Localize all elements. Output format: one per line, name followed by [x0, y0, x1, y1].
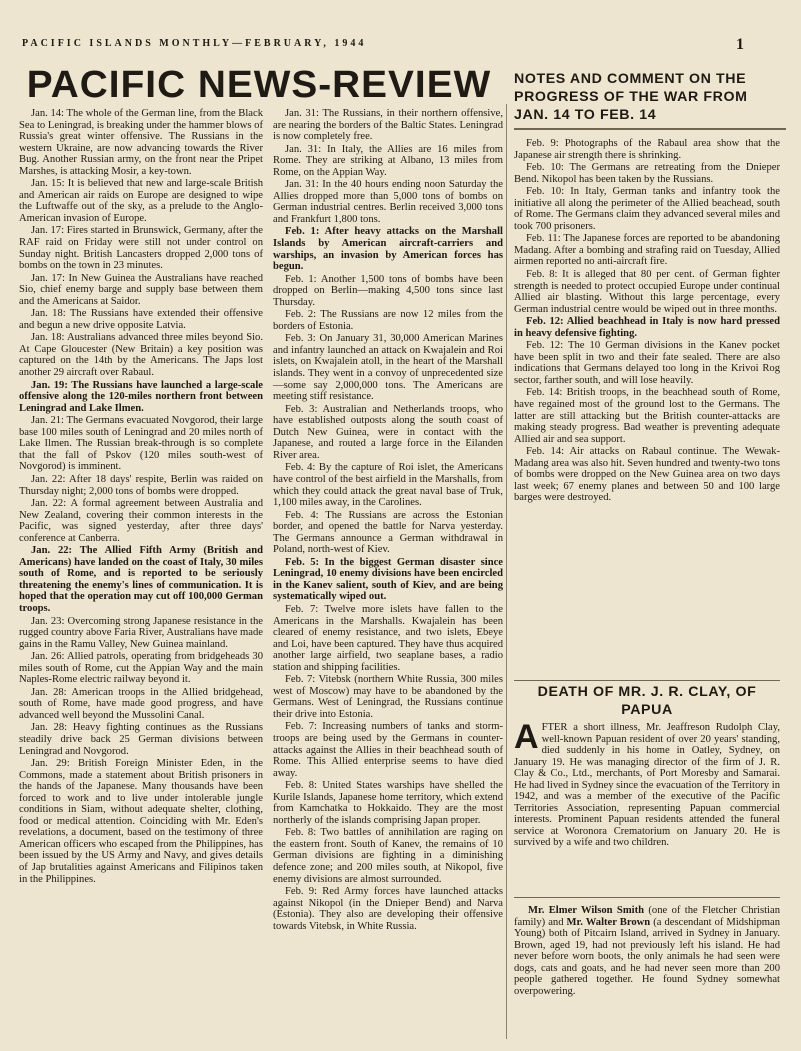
- news-item: Jan. 26: Allied patrols, operating from bridgeheads 30 miles south of Rome, cut the Appian Way and the main Naples-Rome electric railway beyond it.: [19, 651, 263, 686]
- news-item: Feb. 7: Twelve more islets have fallen to the Americans in the Marshalls. Kwajalein has been cleared of enemy resistance, and two islets, Ebeye and Loi, have been captured. They have thus acquired another large airfield, two seaplane bases, a radio station and shipping facilities.: [273, 603, 503, 673]
- news-item: Jan. 14: The whole of the German line, from the Black Sea to Leningrad, is breaking under the hammer blows of Russia's great winter offensive. The Russians in the western Ukraine, are now advancing towards the River Bug. Another Russian army, on the front near the Pripet Marshes, is attacking Mosir, a key-town.: [19, 108, 263, 177]
- obituary-rule-bottom: [514, 897, 780, 898]
- news-item: Jan. 18: The Russians have extended their offensive and begun a new drive opposite Latvia.: [19, 308, 263, 331]
- news-item: Feb. 8: Two battles of annihilation are raging on the eastern front. South of Kanev, the remains of 10 German divisions are fighting in a diminishing defence zone; and 200 miles south, at Nikopol, five enemy divisions are almost surrounded.: [273, 827, 503, 885]
- obituary-heading: DEATH OF MR. J. R. CLAY, OF PAPUA: [537, 684, 757, 718]
- news-item: Jan. 31: In the 40 hours ending noon Saturday the Allies dropped more than 5,000 tons of bombs on German industrial centres. Berlin received 3,000 tons and Frankfurt 1,800 tons.: [273, 179, 503, 225]
- running-head: PACIFIC ISLANDS MONTHLY—FEBRUARY, 1944: [22, 38, 367, 49]
- brief-name-1: Mr. Elmer Wilson Smith: [528, 905, 645, 916]
- obituary-body: [514, 718, 780, 849]
- brief-text-1: (one of the Fletcher Christian family) and: [514, 905, 780, 928]
- news-item: Feb. 3: On January 31, 30,000 American Marines and infantry launched an attack on Kwajalein and Roi islets, on Kwajalein atoll, in the heart of the Marshall islands. They went in a convoy of unprecedented size—some say 2,000,000 tons. The Americans are meeting stiff resistance.: [273, 333, 503, 403]
- news-item: Feb. 12: The 10 German divisions in the Kanev pocket have been split in two and their fate sealed. There are also indications that Germans delayed too long in the Krivoi Rog sector, farther south, and will lose heavily.: [514, 340, 780, 386]
- pitcairn-brief: [514, 905, 780, 997]
- news-item: Feb. 12: Allied beachhead in Italy is now hard pressed in heavy defensive fighting.: [514, 316, 780, 339]
- news-item: Jan. 23: Overcoming strong Japanese resistance in the rugged country above Faria River, Australians have made gains in the Ramu Valley, New Guinea mainland.: [19, 615, 263, 650]
- brief-name-2: Mr. Walter Brown: [566, 916, 651, 928]
- obituary-rule-top: [514, 680, 780, 681]
- news-item: Jan. 19: The Russians have launched a large-scale offensive along the 120-miles northern front between Leningrad and Lake Ilmen.: [19, 379, 263, 414]
- news-item: Feb. 1: Another 1,500 tons of bombs have been dropped on Berlin—making 4,500 tons since last Thursday.: [273, 273, 503, 308]
- news-item: Jan. 22: The Allied Fifth Army (British and Americans) have landed on the coast of Italy, 30 miles south of Rome, and is reported to be seriously threatening the enemy's lines of communication. It is hoped that the operation may cut off 100,000 German troops.: [19, 545, 263, 614]
- news-item: Jan. 15: It is believed that new and large-scale British and American air raids on Europe are designed to wipe the Luftwaffe out of the sky, as a prelude to the Anglo-American invasion of Europe.: [19, 178, 263, 224]
- news-item: Feb. 7: Vitebsk (northern White Russia, 300 miles west of Moscow) may have to be abandoned by the Germans. West of Leningrad, the Russians continue their drive into Estonia.: [273, 674, 503, 720]
- news-item: Feb. 11: The Japanese forces are reported to be abandoning Madang. After a bombing and strafing raid on Tuesday, Allied airmen reported no anti-aircraft fire.: [514, 233, 780, 268]
- news-item: Feb. 9: Photographs of the Rabaul area show that the Japanese air strength there is shrinking.: [514, 138, 780, 161]
- news-item: Jan. 29: British Foreign Minister Eden, in the Commons, made a statement about British prisoners in the hands of the Japanese. Many thousands have been forced to work and to live under intolerable jungle conditions in Siam, without adequate shelter, clothing, food or medical attention. Coinciding with Mr. Eden's revelations, a document, based on the testimony of three American officers who escaped from the Philippines, has been issued by the US Army and Navy, and gives details of Jap brutalities against Americans and Filipinos taken in the Philippines.: [19, 758, 263, 885]
- news-column-2: [273, 108, 503, 933]
- news-item: Jan. 28: Heavy fighting continues as the Russians steadily drive back 25 German divisions between Leningrad and Novgorod.: [19, 722, 263, 757]
- news-item: Feb. 2: The Russians are now 12 miles from the borders of Estonia.: [273, 309, 503, 332]
- page-number: 1: [736, 36, 744, 53]
- news-item: Jan. 21: The Germans evacuated Novgorod, their large base 100 miles south of Leningrad and 20 miles north of Lake Ilmen. The Russian break-through is so complete that the fall of Pskov (120 miles south-west of Novgorod) is imminent.: [19, 415, 263, 473]
- brief-text-2: (a descendant of Midshipman Young) both of Pitcairn Island, arrived in Sydney in January. Brown, aged 19, had not previously left his island. He had never before worn boots, the only animals he had seen were dogs, cats and goats, and he had never seen more than 200 people gathered together. He found Sydney somewhat overpowering.: [514, 916, 780, 997]
- drop-cap: A: [514, 718, 539, 756]
- news-item: Jan. 22: After 18 days' respite, Berlin was raided on Thursday night; 2,000 tons of bombs were dropped.: [19, 473, 263, 497]
- obituary-text: a short illness, Mr. Jeaffreson Rudolph Clay, well-known Papuan resident of over 20 years' standing, died suddenly in his home in Oatley, Sydney, on January 19. He was managing director of the firm of J. R. Clay & Co., Ltd., merchants, of Port Moresby and Samarai. He had lived in Sydney since the evacuation of the Territory in 1942, and was a member of the executive of the Pacific Territories Association, representing Papuan commercial interests. Prominent Papuan residents attended the funeral service at Woronora Crematorium on January 20. He is survived by a wife and two children.: [514, 722, 780, 849]
- news-item: Feb. 5: In the biggest German disaster since Leningrad, 10 enemy divisions have been encircled in the Kanev salient, south of Kiev, and are being systematically wiped out.: [273, 556, 503, 603]
- news-column-1: [19, 108, 263, 886]
- news-item: Feb. 8: It is alleged that 80 per cent. of German fighter strength is needed to protect occupied Europe under continual Allied air blasting. Without this large percentage, every German industrial centre would be wiped out in three months.: [514, 269, 780, 315]
- notes-title: NOTES AND COMMENT ON THE PROGRESS OF THE WAR FROM JAN. 14 TO FEB. 14: [514, 71, 748, 123]
- masthead-title: PACIFIC NEWS-REVIEW: [26, 64, 492, 106]
- news-item: Jan. 18: Australians advanced three miles beyond Sio. At Cape Gloucester (New Britain) a key position was captured on the 14th by the Americans. The Japs lost another 29 aircraft over Rabaul.: [19, 332, 263, 379]
- news-item: Feb. 4: By the capture of Roi islet, the Americans have control of the best airfield in the Marshalls, from which they could attack the great naval base of Truk, 1,100 miles away, in the Carolines.: [273, 462, 503, 509]
- section-rule: [514, 128, 786, 130]
- news-column-3: [514, 138, 780, 505]
- news-item: Feb. 7: Increasing numbers of tanks and storm-troops are being used by the Germans in counter-attacks against the Allies in their beachhead south of Rome. This Allied enterprise seems to have died away.: [273, 721, 503, 779]
- column-divider: [506, 104, 507, 1039]
- news-item: Feb. 10: In Italy, German tanks and infantry took the initiative all along the perimeter of the Allied beachead, south of Rome. The Germans claim they advanced several miles and took 700 prisoners.: [514, 186, 780, 232]
- news-item: Jan. 22: A formal agreement between Australia and New Zealand, covering their common interests in the Pacific, was signed yesterday, after three days' conference at Canberra.: [19, 498, 263, 544]
- news-item: Jan. 17: In New Guinea the Australians have reached Sio, chief enemy barge and supply base between them and the Americans at Saidor.: [19, 272, 263, 307]
- news-item: Feb. 1: After heavy attacks on the Marshall Islands by American aircraft-carriers and warships, an invasion by American forces has begun.: [273, 226, 503, 273]
- news-item: Feb. 10: The Germans are retreating from the Dnieper Bend. Nikopol has been taken by the Russians.: [514, 162, 780, 185]
- news-item: Feb. 14: Air attacks on Rabaul continue. The Wewak-Madang area was also hit. Seven hundred and twenty-two tons of bombs were dropped on the New Guinea area on two days last week; 67 enemy planes and between 50 and 100 large barges were destroyed.: [514, 446, 780, 504]
- news-item: Jan. 31: In Italy, the Allies are 16 miles from Rome. They are striking at Albano, 13 miles from Rome, on the Appian Way.: [273, 143, 503, 178]
- news-item: Feb. 3: Australian and Netherlands troops, who have established outposts along the south coast of Dutch New Guinea, were in contact with the Japanese, and routed a large force in the Eilanden River area.: [273, 403, 503, 461]
- obituary-lead: FTER: [541, 722, 568, 733]
- news-item: Jan. 17: Fires started in Brunswick, Germany, after the RAF raid on Friday were still not under control on Sunday night. British Lancasters dropped 2,000 tons of bombs on the town in 23 minutes.: [19, 225, 263, 272]
- news-item: Feb. 14: British troops, in the beachhead south of Rome, have regained most of the ground lost to the Germans. The latter are still attacking but the British counter-attacks are making steady progress. Bad weather is preventing adequate Allied air and sea support.: [514, 387, 780, 445]
- news-item: Jan. 28: American troops in the Allied bridgehead, south of Rome, have made good progress, and have advanced well beyond the Mussolini Canal.: [19, 686, 263, 721]
- news-item: Jan. 31: The Russians, in their northern offensive, are nearing the borders of the Baltic States. Leningrad is now completely free.: [273, 108, 503, 143]
- news-item: Feb. 9: Red Army forces have launched attacks against Nikopol (in the Dnieper Bend) and Narva (Estonia). They also are developing their offensive towards Vitebsk, in White Russia.: [273, 886, 503, 932]
- news-item: Feb. 8: United States warships have shelled the Kurile Islands, Japanese home territory, which extend from Kamchatka to Hokkaido. They are the most northerly of the islands comprising Japan proper.: [273, 780, 503, 826]
- news-item: Feb. 4: The Russians are across the Estonian border, and opened the battle for Narva yesterday. The Germans announce a German withdrawal in Poland, north-west of Kiev.: [273, 509, 503, 556]
